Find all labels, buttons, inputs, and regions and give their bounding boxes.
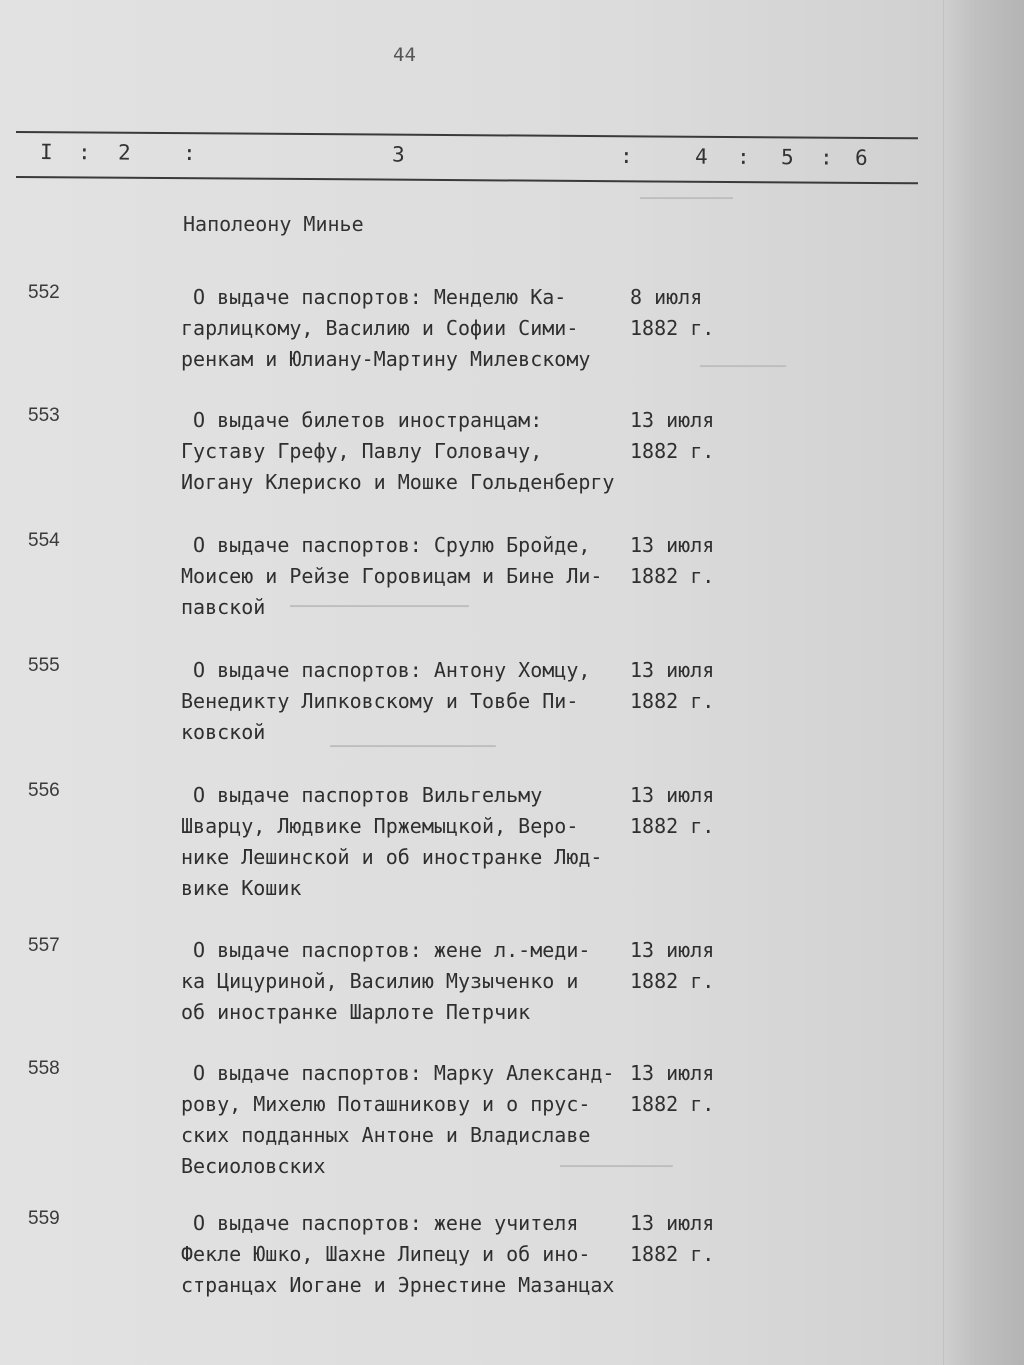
column-header: I <box>39 140 53 165</box>
page-number: 44 <box>393 44 416 66</box>
continuation-text: Наполеону Минье <box>183 212 364 236</box>
entry-date: 13 июля 1882 г. <box>630 408 715 463</box>
entry-description: О выдаче паспортов: Марку Александ- рову, Михелю Поташникову и о прус- ских подданных Антоне и Владиславе Весиоловских <box>181 1061 615 1178</box>
entry-number: 557 <box>28 935 60 956</box>
bleed-through-mark: ━━━━━━━━━━━━━━━━━━━━━━━━━━━ <box>290 600 469 613</box>
column-header-row <box>40 140 920 176</box>
entry-number: 554 <box>28 530 60 551</box>
entry-number: 555 <box>28 655 60 676</box>
entry-number: 552 <box>28 282 60 303</box>
entry-description: О выдаче билетов иностранцам: Густаву Грефу, Павлу Головачу, Иогану Клериско и Мошке Гольденбергу <box>181 408 615 494</box>
column-header: 3 <box>391 142 405 167</box>
entry-date: 13 июля 1882 г. <box>630 1211 715 1266</box>
entry-description: О выдаче паспортов: Срулю Бройде, Моисею и Рейзе Горовицам и Бине Ли- павской <box>181 533 603 619</box>
column-separator: : <box>182 140 196 166</box>
entry-number: 558 <box>28 1058 60 1079</box>
entry-number: 556 <box>28 780 60 801</box>
entry-date: 13 июля 1882 г. <box>630 1061 715 1116</box>
column-header: 6 <box>854 145 868 170</box>
column-header: 4 <box>694 144 708 169</box>
bleed-through-mark: ━━━━━━━━━━━━━━━━━━━━━━━━━ <box>330 740 496 753</box>
entry-description: О выдаче паспортов: жене учителя Фекле Юшко, Шахне Липецу и об ино- странцах Иогане и Эрнестине Мазанцах <box>181 1211 615 1297</box>
entry-date: 8 июля 1882 г. <box>630 285 715 340</box>
entry-date: 13 июля 1882 г. <box>630 533 715 588</box>
entry-description: О выдаче паспортов Вильгельму Шварцу, Людвике Пржемыцкой, Веро- нике Лешинской и об иностранке Люд- вике Кошик <box>181 783 603 900</box>
column-separator: : <box>736 144 750 169</box>
entry-description: О выдаче паспортов: Антону Хомцу, Венедикту Липковскому и Товбе Пи- ковской <box>181 658 591 744</box>
column-header: 5 <box>780 145 794 170</box>
page-edge-shadow <box>943 0 1024 1365</box>
column-separator: : <box>619 144 633 169</box>
entry-description: О выдаче паспортов: жене л.-меди- ка Цицуриной, Василию Музыченко и об иностранке Шарлоте Петрчик <box>181 938 591 1024</box>
column-separator: : <box>819 145 833 170</box>
entry-date: 13 июля 1882 г. <box>630 938 715 993</box>
entry-date: 13 июля 1882 г. <box>630 783 715 838</box>
bleed-through-mark: ━━━━━━━━━━━━━━ <box>640 192 733 205</box>
bleed-through-mark: ━━━━━━━━━━━━━ <box>700 360 787 373</box>
entry-number: 559 <box>28 1208 60 1229</box>
column-separator: : <box>77 140 91 165</box>
entry-date: 13 июля 1882 г. <box>630 658 715 713</box>
table-rule-bottom <box>16 176 918 184</box>
entry-number: 553 <box>28 405 60 426</box>
bleed-through-mark: ━━━━━━━━━━━━━━━━━ <box>560 1160 673 1173</box>
entry-description: О выдаче паспортов: Менделю Ка- гарлицкому, Василию и Софии Сими- ренкам и Юлиану-Мартину Милевскому <box>181 285 591 371</box>
column-header: 2 <box>117 140 131 165</box>
table-rule-top <box>16 131 918 139</box>
